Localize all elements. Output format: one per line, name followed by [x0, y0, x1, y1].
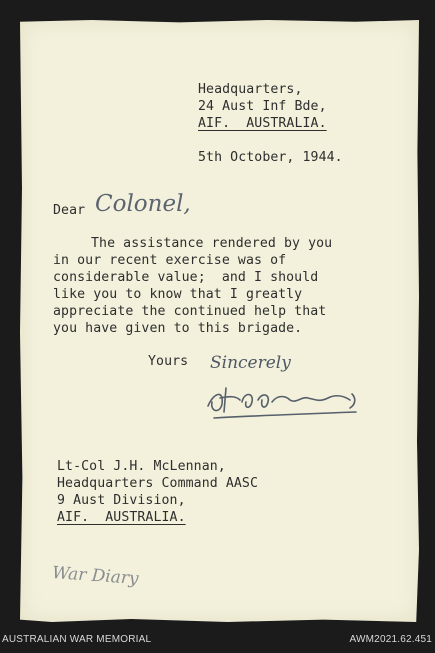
closing-handwritten: Sincerely [210, 353, 291, 373]
body-line-1: The assistance rendered by you [91, 236, 333, 251]
letter-date: 5th October, 1944. [198, 150, 343, 165]
salutation-handwritten: Colonel, [95, 191, 191, 217]
recipient-line-2: Headquarters Command AASC [57, 476, 258, 491]
recipient-line-3: 9 Aust Division, [57, 493, 186, 508]
letterhead-line-3: AIF. AUSTRALIA. [198, 116, 327, 131]
body-line-4: like you to know that I greatly [53, 287, 303, 302]
body-line-6: you have given to this brigade. [53, 321, 303, 336]
salutation-typed: Dear [53, 203, 86, 218]
closing-typed: Yours [148, 354, 189, 369]
footer-accession-number: AWM2021.62.451 [349, 634, 432, 645]
body-line-5: appreciate the continued help that [53, 304, 327, 319]
body-line-3: considerable value; and I should [53, 270, 319, 285]
margin-note: War Diary [51, 563, 140, 589]
recipient-line-4: AIF. AUSTRALIA. [57, 510, 186, 525]
footer-institution: AUSTRALIAN WAR MEMORIAL [2, 634, 152, 645]
letterhead-line-2: 24 Aust Inf Bde, [198, 99, 327, 114]
recipient-line-1: Lt-Col J.H. McLennan, [57, 459, 226, 474]
signature-scribble [200, 378, 370, 428]
body-line-2: in our recent exercise was of [53, 253, 287, 268]
footer-bar [0, 626, 435, 653]
letterhead-line-1: Headquarters, [198, 82, 303, 97]
